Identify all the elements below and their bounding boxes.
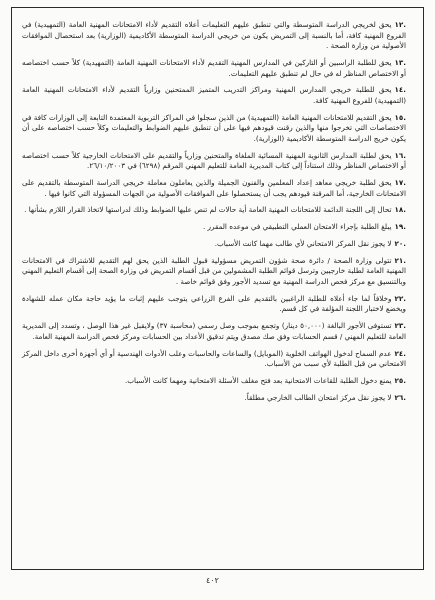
item-number: .١٩ bbox=[394, 222, 406, 232]
list-item bbox=[22, 58, 406, 79]
item-text: يبلغ الطلبة بإجراء الامتحان العملي التطبيقي في موعده المقرر . bbox=[202, 222, 392, 232]
list-item bbox=[22, 256, 406, 288]
list-item bbox=[22, 20, 406, 52]
list-item bbox=[22, 321, 406, 342]
item-text: تستوفى الأجور البالغة (٥٠,٠٠٠ دينار) وتجمع بموجب وصل رسمي (محاسبة ٣٧) ولايقبل غير هذا الوصل ، وتسدد إلى المديرية العامة للتعليم المهني / قسم الحسابات وفق صك مصدق ويتم تدقيق الأعداد بين الحسابات ومركز فحص الدراسة المهنية العامة. bbox=[22, 321, 406, 341]
item-text: يحق لخريجي الدراسة المتوسطة والتي تنطبق عليهم التعليمات أعلاه التقديم لأداء الامتحانات المهنية العامة (التمهيدية) في الفروع المهنية كافة، أما بالنسبة إلى التمريض يكون من خريجي الدراسة المتوسطة الأكاديمية (الوزارية) بعد استحصال الموافقات الأصولية من وزارة الصحة . bbox=[22, 20, 406, 51]
list-item bbox=[22, 222, 406, 233]
item-text: يحق للطلبة خريجي المدارس المهنية ومراكز التدريب المتميز الممتحنين وزارياً التقديم لأداء الامتحانات المهنية العامة (التمهيدية) للفروع المهنية كافة. bbox=[22, 85, 406, 105]
item-text: يحق لطلبة خريجي معاهد إعداد المعلمين والفنون الجميلة والذين يعاملون معاملة خريجي الدراسة المتوسطة بالتقديم على الامتحانات الخارجية، أما المرقنة قيودهم يجب أن يستحصلوا على الموافقات الأصولية من الجهات المسؤولة التي كانوا فيها . bbox=[22, 178, 406, 198]
item-number: .٢٥ bbox=[394, 375, 406, 385]
item-text: يحق التقديم للامتحانات المهنية العامة (التمهيدية) من الذين سجلوا في المراكز التربوية المعتمدة التابعة إلى الوزارات كافة في الاختصاصات التي تخرجوا منها والذين رقنت قيودهم فيها على أن تنطبق عليهم الضوابط والتعليمات وكلاً حسب اختصاصه على أن يكون خريج الدراسة المتوسطة الأكاديمية (الوزارية). bbox=[22, 112, 406, 143]
list-item bbox=[22, 151, 406, 172]
list-item bbox=[22, 239, 406, 250]
list-item bbox=[22, 85, 406, 106]
list-item bbox=[22, 178, 406, 199]
item-number: .١٥ bbox=[394, 112, 406, 122]
item-number: .١٧ bbox=[394, 178, 406, 188]
list-item bbox=[22, 393, 406, 404]
item-number: .٢١ bbox=[394, 255, 406, 265]
item-text: تتولى وزارة الصحة / دائرة صحة شؤون التمريض مسؤولية قبول الطلبة الذين يحق لهم التقديم للاشتراك في الامتحانات المهنية العامة لطلبة خارجيين وترسل قوائم الطلبة المشمولين من قبل أقسام التمريض في وزارة الصحة إلى أقسام التعليم المهني وبالتنسيق مع مركز فحص الدراسة المهنية مع تسديد الأجور وفق قوائم خاصة . bbox=[22, 255, 406, 286]
item-number: .١٢ bbox=[394, 20, 406, 29]
list-item bbox=[22, 376, 406, 387]
item-number: .٢٤ bbox=[394, 348, 406, 358]
item-number: .٢٦ bbox=[394, 392, 406, 402]
list-item bbox=[22, 294, 406, 315]
item-text: يحق لطلبة المدارس الثانوية المهنية المسائية الملغاة والمتحنين وزارياً والتقديم على الامتحانات الخارجية كلاً حسب اختصاصه أو الاختصاص المناظر وذلك استناداً إلى كتاب المديرية العامة للتعليم المهني المرقم (٦٢٩٨) في ٢٦/١٠/٢٠٠٣. bbox=[22, 150, 406, 171]
item-text: تحال إلى اللجنة الدائمة للامتحانات المهنية العامة أية حالات لم تنص عليها الضوابط وذلك لدراستها لاتخاذ القرار اللازم بشأنها . bbox=[24, 205, 392, 215]
item-text: عدم السماح لدخول الهواتف الخلوية (الموبايل) والساعات والحاسبات وعلب الأدوات الهندسية أو أي أجهزة أخرى داخل المركز الامتحاني من قبل الطلبة لأي سبب من الأسباب. bbox=[22, 348, 406, 369]
list-item bbox=[22, 349, 406, 370]
item-number: .٢٢ bbox=[394, 293, 406, 303]
instructions-list bbox=[22, 20, 406, 409]
item-number: .١٤ bbox=[394, 85, 406, 95]
list-item bbox=[22, 205, 406, 216]
item-number: .١٨ bbox=[394, 205, 406, 215]
list-item bbox=[22, 113, 406, 145]
page-number: ٤٠٢ bbox=[206, 576, 219, 585]
item-text: لا يجوز نقل مركز امتحان الطالب الخارجي مطلقاً. bbox=[244, 392, 392, 402]
item-text: وخلافاً لما جاء أعلاه للطلبة الراغبين بالتقديم على الفرع الزراعي يتوجب عليهم إثبات ما يؤيد حاجة مكان عمله للشهادة ويخضع لاختبار اللجنة المؤلفة في كل قسم. bbox=[22, 293, 406, 314]
item-text: يحق للطلبة الراسبين أو التاركين في المدارس المهنية التقديم لأداء الامتحانات المهنية العامة (التمهيدية) كلاً حسب اختصاصه أو الاختصاص المناظر له في حال لم تنطبق عليهم التعليمات. bbox=[22, 57, 406, 78]
item-text: يمنع دخول الطلبة للقاعات الامتحانية بعد فتح مغلف الأسئلة الامتحانية ومهما كانت الأسباب. bbox=[124, 375, 392, 385]
item-number: .٢٠ bbox=[394, 239, 406, 248]
item-number: .١٦ bbox=[394, 150, 406, 160]
item-text: لا يجوز نقل المركز الامتحاني لأي طالب مهما كانت الأسباب. bbox=[214, 239, 392, 248]
item-number: .١٣ bbox=[394, 57, 406, 67]
item-number: .٢٣ bbox=[394, 321, 406, 331]
